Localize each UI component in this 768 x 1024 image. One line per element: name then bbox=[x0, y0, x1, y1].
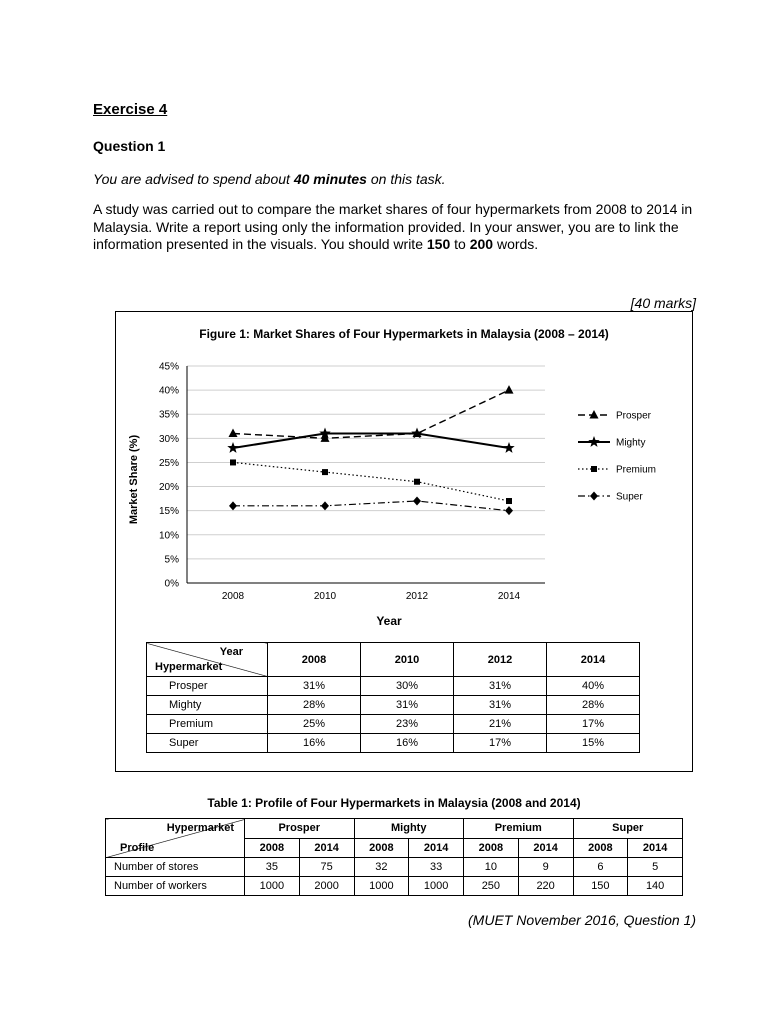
legend-label: Super bbox=[616, 491, 643, 503]
row-name: Premium bbox=[147, 715, 268, 734]
y-tick-label: 30% bbox=[158, 433, 179, 445]
cell: 31% bbox=[454, 677, 547, 696]
cell: 150 bbox=[573, 877, 628, 896]
profile-table bbox=[105, 818, 683, 896]
year-header: 2014 bbox=[547, 643, 640, 677]
x-tick-label: 2012 bbox=[405, 591, 429, 602]
year-header: 2008 bbox=[245, 838, 300, 858]
figure-data-table bbox=[146, 642, 640, 753]
market-header: Prosper bbox=[245, 819, 355, 839]
cell: 75 bbox=[299, 858, 354, 877]
legend-marker-mighty bbox=[588, 436, 599, 447]
line-chart bbox=[115, 350, 693, 640]
corner-year-label: Year bbox=[219, 646, 243, 658]
data-point-premium bbox=[414, 479, 420, 485]
time-advice: You are advised to spend about 40 minutes on this task. bbox=[93, 171, 446, 187]
data-point-premium bbox=[230, 459, 236, 465]
market-header: Super bbox=[573, 819, 683, 839]
data-point-prosper bbox=[505, 385, 514, 394]
cell: 40% bbox=[547, 677, 640, 696]
legend-label: Premium bbox=[616, 464, 657, 476]
cell: 17% bbox=[547, 715, 640, 734]
table-row bbox=[147, 677, 640, 696]
cell: 5 bbox=[628, 858, 683, 877]
cell: 6 bbox=[573, 858, 628, 877]
legend-label: Prosper bbox=[616, 410, 652, 422]
cell: 1000 bbox=[354, 877, 409, 896]
year-header: 2014 bbox=[409, 838, 464, 858]
cell: 16% bbox=[268, 734, 361, 753]
y-tick-label: 10% bbox=[158, 530, 179, 542]
y-tick-label: 15% bbox=[158, 506, 179, 518]
word-min: 150 bbox=[426, 236, 451, 252]
cell: 31% bbox=[268, 677, 361, 696]
cell: 220 bbox=[518, 877, 573, 896]
table-row bbox=[147, 734, 640, 753]
cell: 140 bbox=[628, 877, 683, 896]
data-point-super bbox=[321, 501, 329, 510]
cell: 21% bbox=[454, 715, 547, 734]
cell: 30% bbox=[361, 677, 454, 696]
source-citation: (MUET November 2016, Question 1) bbox=[468, 912, 696, 928]
year-header: 2008 bbox=[573, 838, 628, 858]
cell: 16% bbox=[361, 734, 454, 753]
fig-table-header bbox=[147, 643, 640, 677]
legend-marker-super bbox=[590, 492, 598, 501]
word-max: 200 bbox=[469, 236, 494, 252]
year-header: 2014 bbox=[518, 838, 573, 858]
row-name: Mighty bbox=[147, 696, 268, 715]
y-tick-label: 40% bbox=[158, 385, 179, 397]
market-header: Premium bbox=[464, 819, 574, 839]
cell: 28% bbox=[268, 696, 361, 715]
cell: 33 bbox=[409, 858, 464, 877]
table1-title: Table 1: Profile of Four Hypermarkets in Malaysia (2008 and 2014) bbox=[207, 796, 581, 810]
y-tick-label: 5% bbox=[164, 554, 179, 566]
time-emphasis: 40 minutes bbox=[293, 171, 367, 187]
y-axis-title: Market Share (%) bbox=[128, 434, 140, 525]
cell: 32 bbox=[354, 858, 409, 877]
y-tick-label: 35% bbox=[158, 409, 179, 421]
table-row bbox=[147, 715, 640, 734]
corner-hypermarket-label: Hypermarket bbox=[155, 661, 223, 673]
legend-label: Mighty bbox=[616, 437, 646, 449]
cell: 28% bbox=[547, 696, 640, 715]
year-header: 2010 bbox=[361, 643, 454, 677]
market-header: Mighty bbox=[354, 819, 464, 839]
data-point-super bbox=[413, 497, 421, 506]
cell: 31% bbox=[454, 696, 547, 715]
cell: 2000 bbox=[299, 877, 354, 896]
data-point-prosper bbox=[229, 429, 238, 438]
fig-table-corner bbox=[147, 643, 268, 677]
y-tick-label: 0% bbox=[164, 578, 179, 590]
legend-marker-prosper bbox=[590, 410, 599, 419]
cell: 10 bbox=[464, 858, 519, 877]
x-tick-label: 2008 bbox=[221, 591, 245, 602]
series-line-premium bbox=[233, 462, 509, 501]
cell: 9 bbox=[518, 858, 573, 877]
year-header: 2014 bbox=[299, 838, 354, 858]
table-row bbox=[147, 696, 640, 715]
year-header: 2008 bbox=[268, 643, 361, 677]
question-heading: Question 1 bbox=[93, 138, 166, 154]
data-point-super bbox=[505, 506, 513, 515]
x-axis-title: Year bbox=[376, 614, 402, 628]
row-name: Super bbox=[147, 734, 268, 753]
cell: 1000 bbox=[409, 877, 464, 896]
y-tick-label: 45% bbox=[158, 361, 179, 373]
figure-title: Figure 1: Market Shares of Four Hypermarkets in Malaysia (2008 – 2014) bbox=[199, 327, 609, 341]
y-tick-label: 25% bbox=[158, 457, 179, 469]
marks-label: [40 marks] bbox=[630, 295, 696, 311]
cell: 250 bbox=[464, 877, 519, 896]
cell: 23% bbox=[361, 715, 454, 734]
table-header bbox=[106, 819, 683, 839]
data-point-premium bbox=[322, 469, 328, 475]
exercise-heading: Exercise 4 bbox=[93, 101, 168, 118]
cell: 35 bbox=[245, 858, 300, 877]
table1-corner bbox=[106, 819, 245, 858]
year-header: 2012 bbox=[454, 643, 547, 677]
year-header: 2014 bbox=[628, 838, 683, 858]
cell: 1000 bbox=[245, 877, 300, 896]
year-header: 2008 bbox=[464, 838, 519, 858]
row-name: Prosper bbox=[147, 677, 268, 696]
cell: 31% bbox=[361, 696, 454, 715]
legend-marker-premium bbox=[591, 466, 597, 472]
data-point-premium bbox=[506, 498, 512, 504]
task-instructions: A study was carried out to compare the market shares of four hypermarkets from 2008 to 2014 in Malaysia. Write a report using only the information provided. In your answer, you are to link the information presented in the visuals. You should write 150 to 200 words. bbox=[93, 201, 693, 252]
cell: 17% bbox=[454, 734, 547, 753]
year-header: 2008 bbox=[354, 838, 409, 858]
corner-profile-label: Profile bbox=[120, 842, 155, 854]
row-name: Number of stores bbox=[106, 858, 245, 877]
cell: 25% bbox=[268, 715, 361, 734]
data-point-mighty bbox=[503, 442, 514, 453]
data-point-super bbox=[229, 501, 237, 510]
x-tick-label: 2014 bbox=[497, 591, 521, 602]
table-row bbox=[106, 858, 683, 877]
row-name: Number of workers bbox=[106, 877, 245, 896]
y-tick-label: 20% bbox=[158, 482, 179, 494]
series-line-super bbox=[233, 501, 509, 511]
table-row bbox=[106, 877, 683, 896]
cell: 15% bbox=[547, 734, 640, 753]
data-point-mighty bbox=[227, 442, 238, 453]
x-tick-label: 2010 bbox=[313, 591, 337, 602]
corner-hypermarket-label: Hypermarket bbox=[166, 822, 234, 834]
